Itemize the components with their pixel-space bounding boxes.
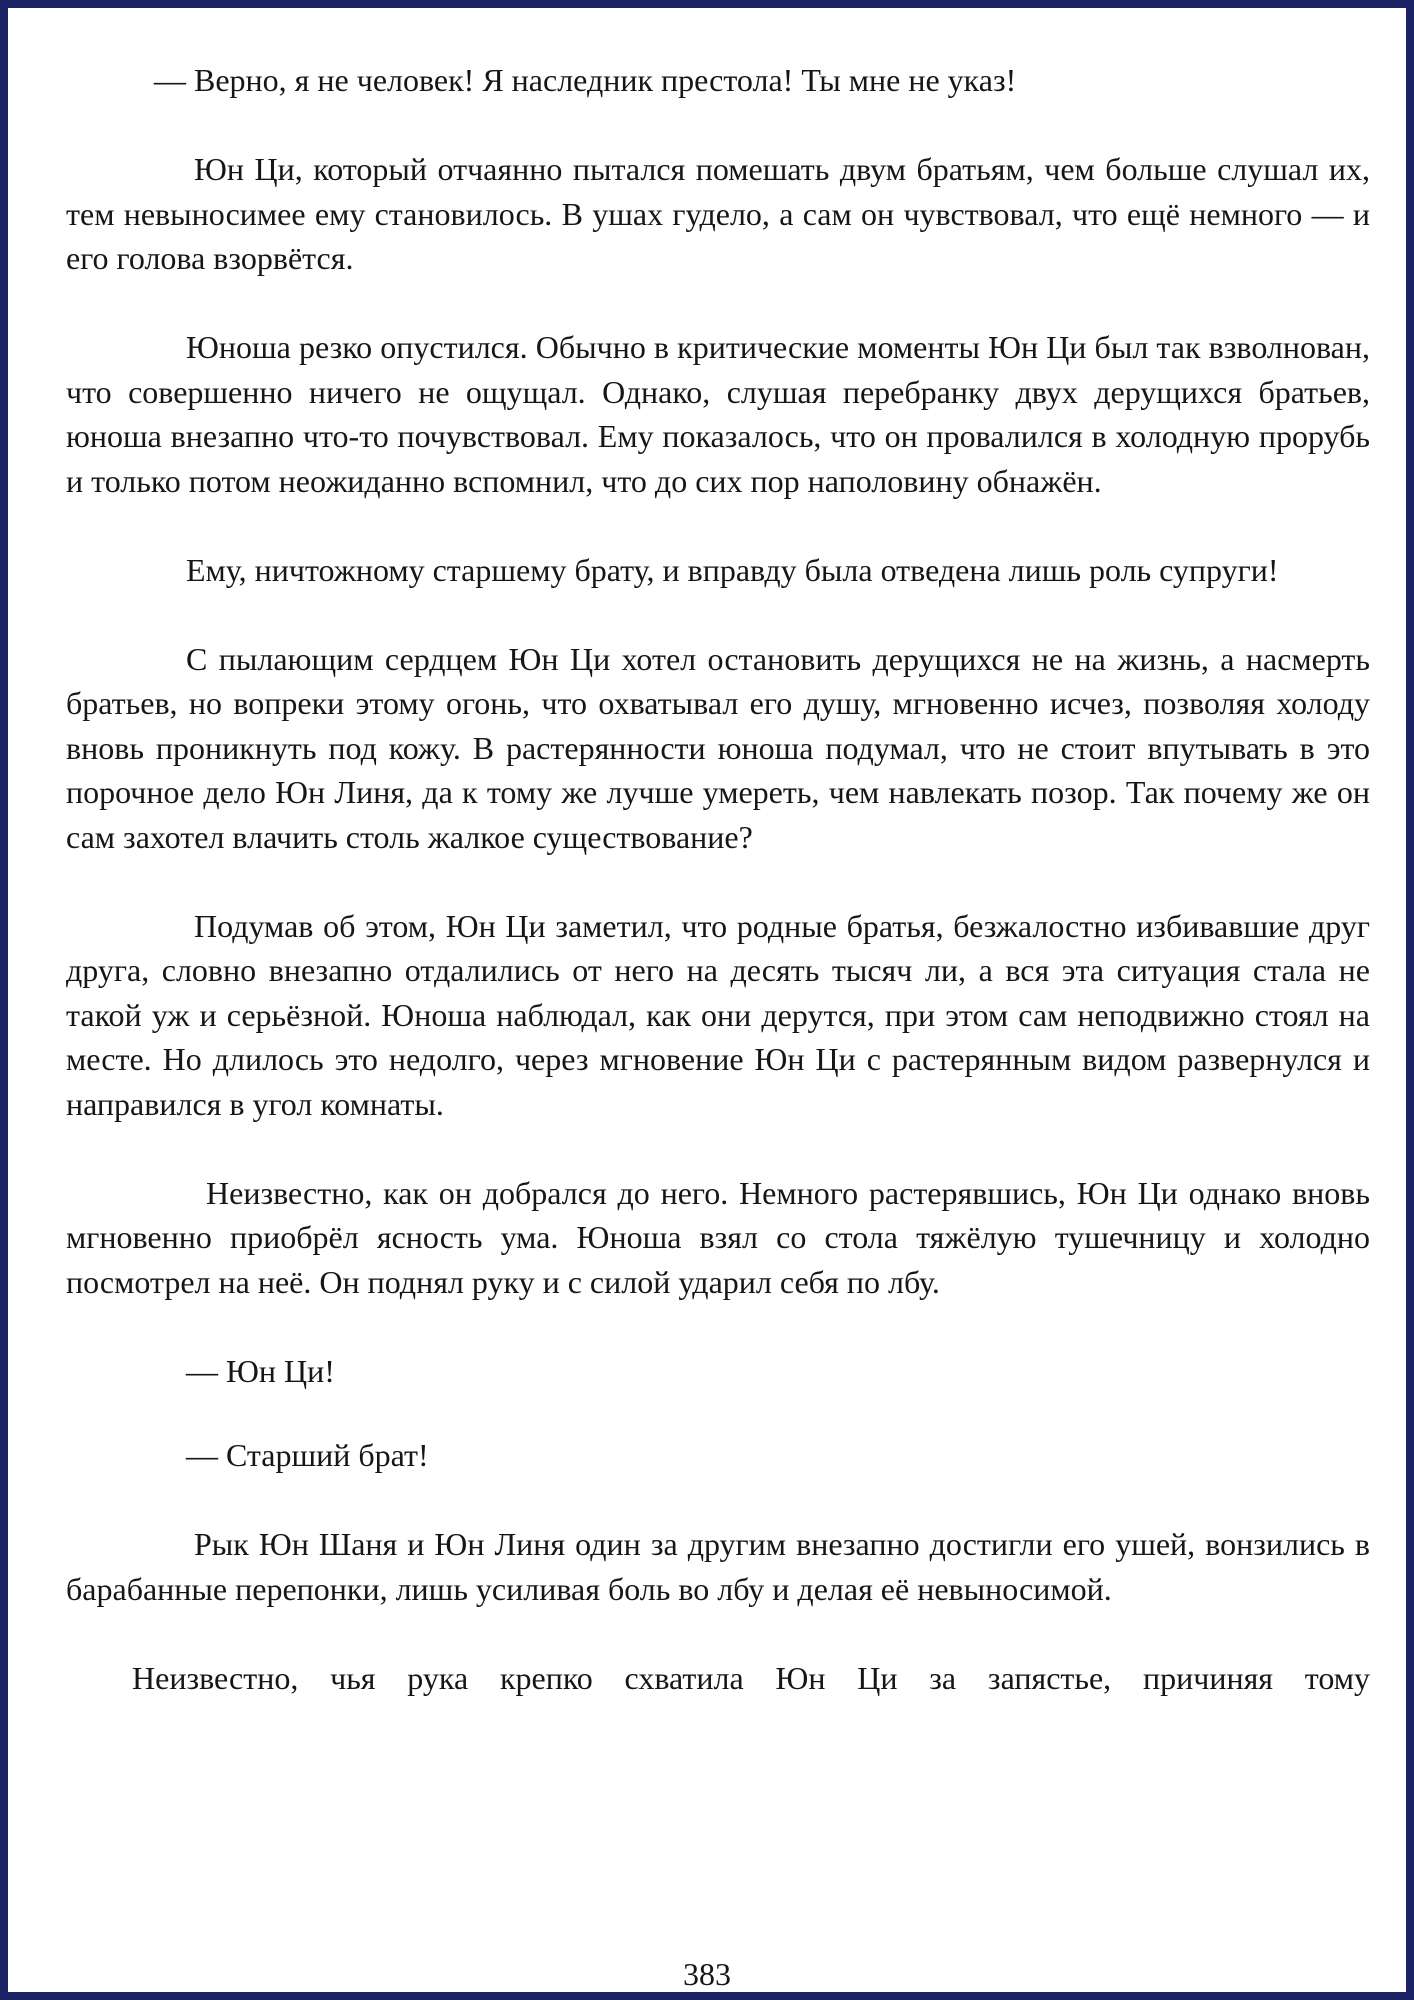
paragraph: — Юн Ци! [186,1352,335,1389]
page-number: 383 [683,1956,731,1992]
paragraph: Рык Юн Шаня и Юн Линя один за другим внезапно достигли его ушей, вонзились в барабанные перепонки, лишь усиливая боль во лбу и делая её невыносимой. [66,1526,1370,1607]
paragraph: — Старший брат! [186,1437,429,1473]
paragraph: Неизвестно, чья рука крепко схватила Юн Ци за запястье, причиняя тому [132,1659,1370,1696]
paragraph: Ему, ничтожному старшему брату, и вправду была отведена лишь роль супруги! [186,551,1279,588]
paragraph: С пылающим сердцем Юн Ци хотел остановить дерущихся не на жизнь, а насмерть братьев, но вопреки этому огонь, что охватывал его душу, мгновенно исчез, позволяя холоду вновь проникнуть под кожу. В растерянности юноша подумал, что не стоит впутывать в это порочное дело Юн Линя, да к тому же лучше умереть, чем навлекать позор. Так почему же он сам захотел влачить столь жалкое существование? [66,640,1370,855]
page-text [66,58,1370,1745]
paragraph: Подумав об этом, Юн Ци заметил, что родные братья, безжалостно избивавшие друг друга, словно внезапно отдалились от него на десять тысяч ли, а вся эта ситуация стала не такой уж и серьёзной. Юноша наблюдал, как они дерутся, при этом сам неподвижно стоял на месте. Но длилось это недолго, через мгновение Юн Ци с растерянным видом развернулся и направился в угол комнаты. [66,907,1370,1122]
paragraph: Юноша резко опустился. Обычно в критические моменты Юн Ци был так взволнован, что совершенно ничего не ощущал. Однако, слушая перебранку двух дерущихся братьев, юноша внезапно что-то почувствовал. Ему показалось, что он провалился в холодную прорубь и только потом неожиданно вспомнил, что до сих пор наполовину обнажён. [66,329,1370,499]
paragraph: — Верно, я не человек! Я наследник престола! Ты мне не указ! [154,62,1017,98]
paragraph: Неизвестно, как он добрался до него. Немного растерявшись, Юн Ци однако вновь мгновенно приобрёл ясность ума. Юноша взял со стола тяжёлую тушечницу и холодно посмотрел на неё. Он поднял руку и с силой ударил себя по лбу. [66,1174,1370,1300]
paragraph: Юн Ци, который отчаянно пытался помешать двум братьям, чем больше слушал их, тем невыносимее ему становилось. В ушах гудело, а сам он чувствовал, что ещё немного — и его голова взорвётся. [66,151,1370,276]
